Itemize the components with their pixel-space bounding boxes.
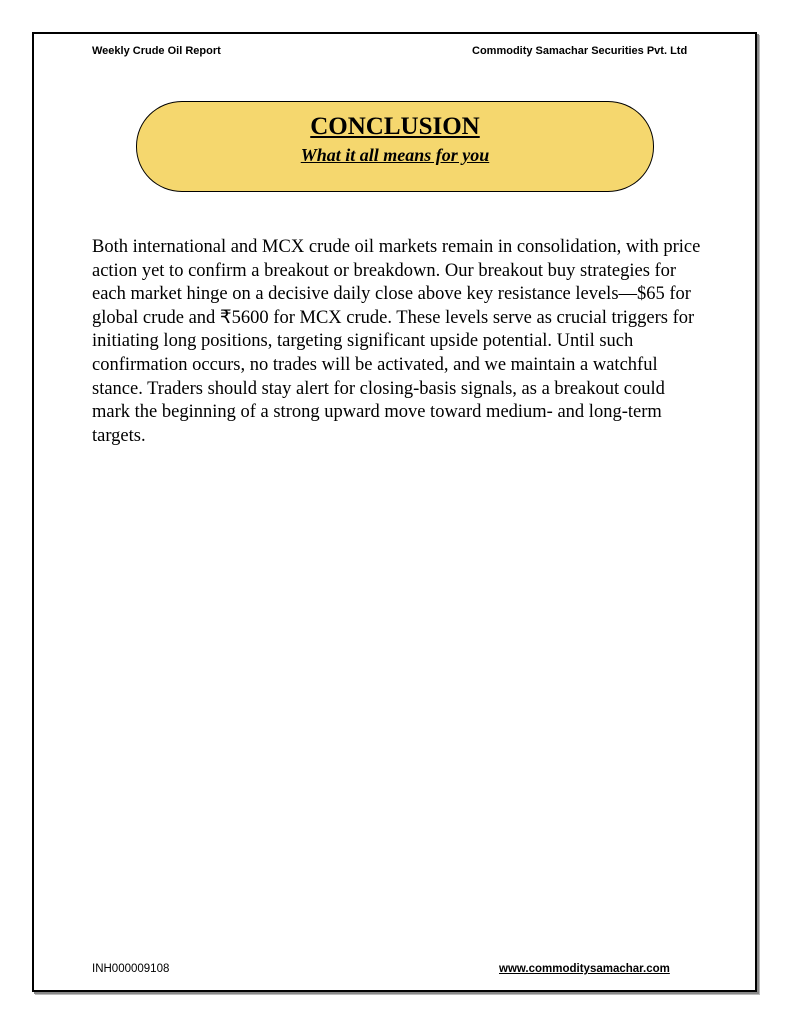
company-name: Commodity Samachar Securities Pvt. Ltd [472, 45, 688, 57]
banner-subtitle: What it all means for you [300, 145, 490, 165]
conclusion-banner [136, 101, 654, 192]
registration-number: INH000009108 [92, 963, 170, 975]
website-link[interactable]: www.commoditysamachar.com [499, 963, 670, 975]
banner-title: CONCLUSION [310, 113, 480, 140]
conclusion-paragraph: Both international and MCX crude oil markets remain in consolidation, with price action yet to confirm a breakout or breakdown. Our breakout buy strategies for each market hinge on a decisive daily close above key resistance levels—$65 for global crude and ₹5600 for MCX crude. These levels serve as crucial triggers for initiating long positions, targeting significant upside potential. Until such confirmation occurs, no trades will be activated, and we maintain a watchful stance. Traders should stay alert for closing-basis signals, as a breakout could mark the beginning of a strong upward move toward medium- and long-term targets. [92, 237, 701, 446]
report-title: Weekly Crude Oil Report [92, 45, 221, 57]
